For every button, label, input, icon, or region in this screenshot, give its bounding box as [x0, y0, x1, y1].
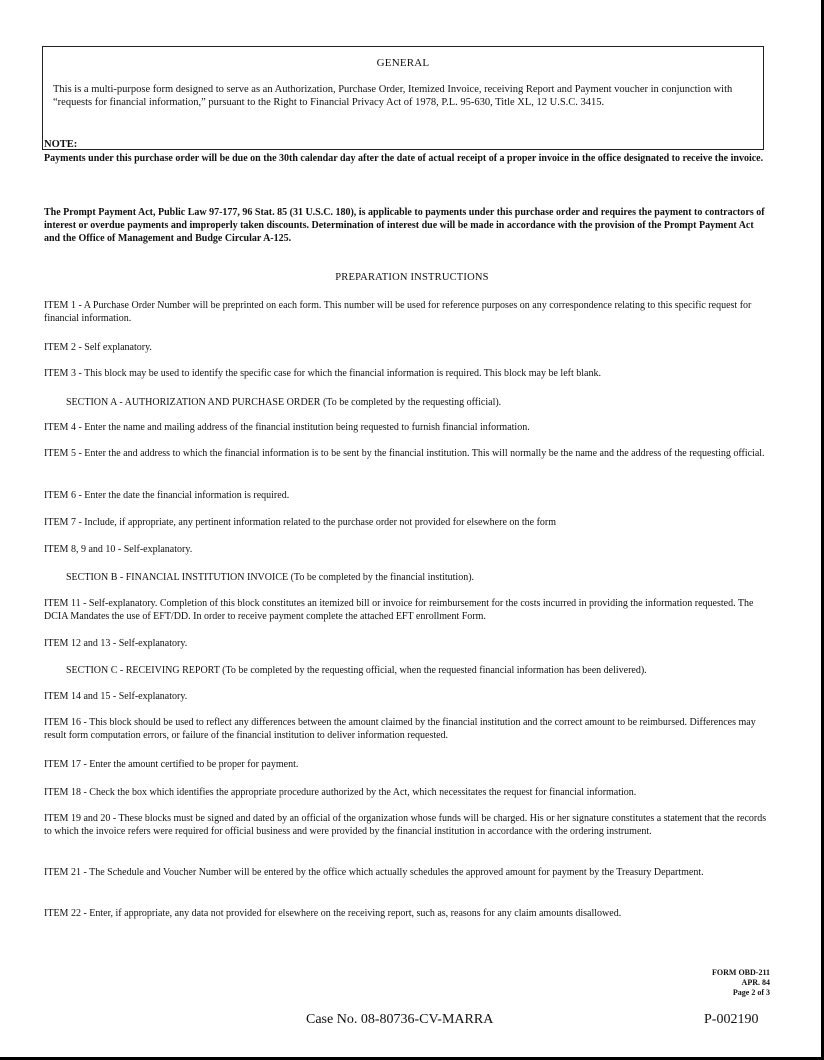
section-a-heading: SECTION A - AUTHORIZATION AND PURCHASE ORDER (To be completed by the requesting official). [66, 397, 502, 408]
item-3: ITEM 3 - This block may be used to identify the specific case for which the financial information is required. This block may be left blank. [44, 368, 601, 379]
item-17: ITEM 17 - Enter the amount certified to be proper for payment. [44, 759, 299, 770]
form-number: FORM OBD-211 [712, 968, 770, 977]
case-number: Case No. 08-80736-CV-MARRA [306, 1012, 494, 1027]
item-7: ITEM 7 - Include, if appropriate, any pertinent information related to the purchase order not provided for elsewhere on the form [44, 517, 557, 528]
item-4: ITEM 4 - Enter the name and mailing address of the financial institution being requested to furnish financial information. [44, 422, 530, 433]
general-title: GENERAL [376, 57, 430, 69]
item-12-13: ITEM 12 and 13 - Self-explanatory. [44, 638, 188, 649]
item-2: ITEM 2 - Self explanatory. [44, 342, 152, 353]
preparation-title: PREPARATION INSTRUCTIONS [335, 272, 489, 283]
page-number: Page 2 of 3 [732, 988, 770, 997]
item-11: ITEM 11 - Self-explanatory. Completion of this block constitutes an itemized bill or invoice for reimbursement for the costs incurred in providing the information requested. The DCIA Mandates the use of EFT/DD. In order to receive payment complete the attached EFT enrollment Form. [44, 598, 754, 622]
general-section-box [42, 46, 764, 150]
form-date: APR. 84 [741, 978, 770, 987]
bates-number: P-002190 [704, 1012, 759, 1027]
payment-due-note: Payments under this purchase order will be due on the 30th calendar day after the date of actual receipt of a proper invoice in the office designated to receive the invoice. [44, 153, 764, 164]
section-c-heading: SECTION C - RECEIVING REPORT (To be completed by the requesting official, when the requested financial information has been delivered). [66, 665, 647, 676]
item-6: ITEM 6 - Enter the date the financial information is required. [44, 490, 290, 501]
item-5: ITEM 5 - Enter the and address to which the financial information is to be sent by the financial institution. This will normally be the name and the address of the requesting official. [44, 448, 765, 459]
item-14-15: ITEM 14 and 15 - Self-explanatory. [44, 691, 188, 702]
item-22: ITEM 22 - Enter, if appropriate, any data not provided for elsewhere on the receiving report, such as, reasons for any claim amounts disallowed. [44, 908, 622, 919]
general-text: This is a multi-purpose form designed to serve as an Authorization, Purchase Order, Itemized Invoice, receiving Report and Payment voucher in conjunction with “requests for financial information,” pursuant to the Right to Financial Privacy Act of 1978, P.L. 95-630, Title XL, 12 U.S.C. 3415. [53, 84, 733, 108]
item-8-10: ITEM 8, 9 and 10 - Self-explanatory. [44, 544, 193, 555]
item-18: ITEM 18 - Check the box which identifies the appropriate procedure authorized by the Act, which necessitates the request for financial information. [44, 787, 637, 798]
note-label: NOTE: [44, 139, 78, 150]
section-b-heading: SECTION B - FINANCIAL INSTITUTION INVOICE (To be completed by the financial institution). [66, 572, 475, 583]
item-19-20: ITEM 19 and 20 - These blocks must be signed and dated by an official of the organization whose funds will be charged. His or her signature constitutes a statement that the records to which the invoice refers were required for official business and were provided by the financial institution in accordance with the ordering instrument. [44, 813, 767, 837]
item-1: ITEM 1 - A Purchase Order Number will be preprinted on each form. This number will be used for reference purposes on any correspondence relating to this specific request for financial information. [44, 300, 752, 324]
item-21: ITEM 21 - The Schedule and Voucher Number will be entered by the office which actually schedules the approved amount for payment by the Treasury Department. [44, 867, 704, 878]
item-16: ITEM 16 - This block should be used to reflect any differences between the amount claimed by the financial institution and the correct amount to be reimbursed. Differences may result form computation errors, or failure of the financial institution to deliver information requested. [44, 717, 756, 741]
form-identifier [712, 968, 770, 998]
prompt-payment-note: The Prompt Payment Act, Public Law 97-177, 96 Stat. 85 (31 U.S.C. 180), is applicable to payments under this purchase order and requires the payment to contractors of interest or overdue payments and improperly taken discounts. Determination of interest due will be made in accordance with the provision of the Prompt Payment Act and the Office of Management and Budge Circular A-125. [44, 207, 765, 244]
